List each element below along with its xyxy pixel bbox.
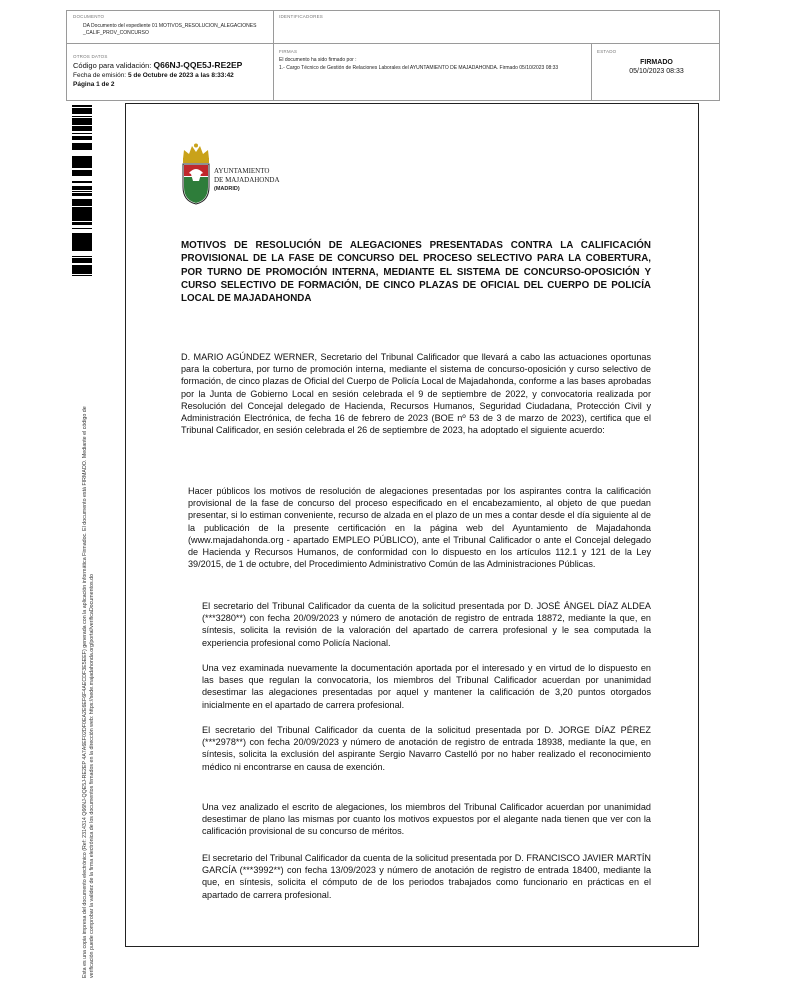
header-identificadores-cell	[273, 10, 720, 44]
ayuntamiento-line-1: AYUNTAMIENTO	[214, 167, 270, 175]
intro-paragraph: D. MARIO AGÚNDEZ WERNER, Secretario del Tribunal Calificador que llevará a cabo las actuaciones oportunas para la cobertura, por turno de promoción interna, mediante el sistema de concurso-oposición y curso selectivo de formación, de cinco plazas de Oficial del Cuerpo de Policía Local de Majadahonda, conforme a las bases aprobadas por la Junta de Gobierno Local en sesión celebrada el 9 de septiembre de 2022, y convocatoria realizada por Resolución del Concejal delegado de Hacienda, Recursos Humanos, Seguridad Ciudadana, Protección Civil y Administración Electrónica, de fecha 16 de febrero de 2023 (BOE nº 53 de 3 de marzo de 2023), certifica que el Tribunal Calificador, en sesión celebrada el 26 de septiembre de 2023, ha adoptado el siguiente acuerdo:	[181, 352, 651, 436]
header-documento-cell	[66, 10, 274, 44]
resolution-paragraph-2: Una vez analizado el escrito de alegaciones, los miembros del Tribunal Calificador acuerdan por unanimidad desestimar de plano las mismas por cuanto los motivos expuestos por el alegante nada tienen que ver con la calificación provisional de su concurso de méritos.	[202, 802, 651, 837]
firmas-label: FIRMAS	[279, 49, 298, 54]
side-verification-text-1: Esta es una copia impresa del documento electrónico (Ref: 2314314 Q66NJ-QQE5J-RE2EP 4A7A6EF02DF0EA2E6EF6F4AECDF3E5EEF) generada con la aplicación informática Firmadoc. El documento está FIRMADO. Mediante el código de	[82, 406, 88, 978]
ayuntamiento-line-2: DE MAJADAHONDA	[214, 176, 280, 184]
document-title: MOTIVOS DE RESOLUCIÓN DE ALEGACIONES PRESENTADAS CONTRA LA CALIFICACIÓN PROVISIONAL DE LA FASE DE CONCURSO DEL PROCESO SELECTIVO PARA LA COBERTURA, POR TURNO DE PROMOCIÓN INTERNA, MEDIANTE EL SISTEMA DE CONCURSO-OPOSICIÓN Y CURSO SELECTIVO DE FORMACIÓN, DE CINCO PLAZAS DE OFICIAL DEL CUERPO DE POLICÍA LOCAL DE MAJADAHONDA	[181, 240, 651, 305]
fecha-value: 5 de Octubre de 2023 a las 8:33:42	[127, 72, 234, 79]
firmas-detail: 1.- Cargo Técnico de Gestión de Relaciones Laborales del AYUNTAMIENTO DE MAJADAHONDA. Firmado 05/10/2023 08:33	[279, 65, 559, 71]
ayuntamiento-line-3: (MADRID)	[214, 186, 240, 192]
barcode	[72, 104, 92, 280]
identificadores-label: IDENTIFICADORES	[279, 14, 324, 19]
documento-value: DA Documento del expediente 01 MOTIVOS_RESOLUCION_ALEGACIONES _CALIF_PROV_CONCURSO	[83, 23, 257, 36]
estado-value: FIRMADO	[640, 59, 673, 66]
allegation-paragraph-3: El secretario del Tribunal Calificador da cuenta de la solicitud presentada por D. FRANCISCO JAVIER MARTÍN GARCÍA (***3992**) con fecha 13/09/2023 y número de anotación de registro de entrada 18400, mediante la que, en síntesis, solicita el cómputo de de los periodos trabajados como funcionario en prácticas en el apartado de carrera profesional.	[202, 853, 651, 900]
pagina-indicator: Página 1 de 2	[73, 81, 115, 88]
codigo-prefix: Código para validación:	[73, 61, 152, 70]
resolution-paragraph-1: Una vez examinada nuevamente la documentación aportada por el interesado y en virtud de lo dispuesto en las bases que regulan la convocatoria, los miembros del Tribunal Calificador acuerdan por unanimidad desestimar las alegaciones presentadas por aquel y mantener la calificación de 3,20 puntos otorgados inicialmente en el apartado de carrera profesional.	[202, 663, 651, 710]
fecha-emision	[73, 72, 273, 80]
codigo-validacion	[73, 61, 273, 70]
firmas-intro: El documento ha sido firmado por :	[279, 57, 357, 63]
estado-label: ESTADO	[597, 49, 617, 54]
side-verification-text-2: verificación puede comprobar la validez de la firma electrónica de los documentos firmados en la dirección web: https://sede.majadahonda.org/portal/verificaDocumentos.do	[89, 574, 95, 978]
documento-label: DOCUMENTO	[73, 14, 105, 19]
shield-icon	[183, 164, 209, 204]
fecha-prefix: Fecha de emisión:	[73, 72, 127, 79]
estado-date: 05/10/2023 08:33	[629, 68, 684, 75]
otros-datos-label: OTROS DATOS	[73, 54, 108, 59]
crown-icon	[183, 144, 209, 164]
coat-of-arms-logo	[180, 143, 212, 205]
codigo-value: Q66NJ-QQE5J-RE2EP	[153, 60, 243, 70]
allegation-paragraph-1: El secretario del Tribunal Calificador da cuenta de la solicitud presentada por D. JOSÉ ÁNGEL DÍAZ ALDEA (***3280**) con fecha 20/09/2023 y número de anotación de registro de entrada 18872, mediante la que, en síntesis, solicita la revisión de la valoración del apartado de carrera profesional y le sea computada la experiencia profesional como Policía Nacional.	[202, 601, 651, 648]
header-estado-cell	[591, 43, 720, 101]
header-firmas-cell	[273, 43, 592, 101]
allegation-paragraph-2: El secretario del Tribunal Calificador da cuenta de la solicitud presentada por D. JORGE DÍAZ PÉREZ (***2978**) con fecha 20/09/2023 y número de anotación de registro de entrada 18938, mediante la que, en síntesis, solicita la exclusión del aspirante Sergio Navarro Castelló por no haber realizado el reconocimiento médico ni encontrarse en causa de exención.	[202, 725, 651, 772]
header-otros-datos-cell	[66, 43, 274, 101]
agreement-paragraph: Hacer públicos los motivos de resolución de alegaciones presentadas por los aspirantes contra la calificación provisional de la fase de concurso del proceso especificado en el encabezamiento, al objeto de que puedan presentar, si lo estiman conveniente, recurso de alzada en el plazo de un mes a contar desde el día siguiente al de la publicación de la presente certificación en la página web del Ayuntamiento de Majadahonda (www.majadahonda.org - apartado EMPLEO PÚBLICO), ante el Tribunal Calificador o ante el Concejal delegado de Hacienda y Recursos Humanos, de conformidad con lo dispuesto en los artículos 112.1 y 121 de la Ley 39/2015, de 1 de octubre, del Procedimiento Administrativo Común de las Administraciones Públicas.	[188, 486, 651, 570]
